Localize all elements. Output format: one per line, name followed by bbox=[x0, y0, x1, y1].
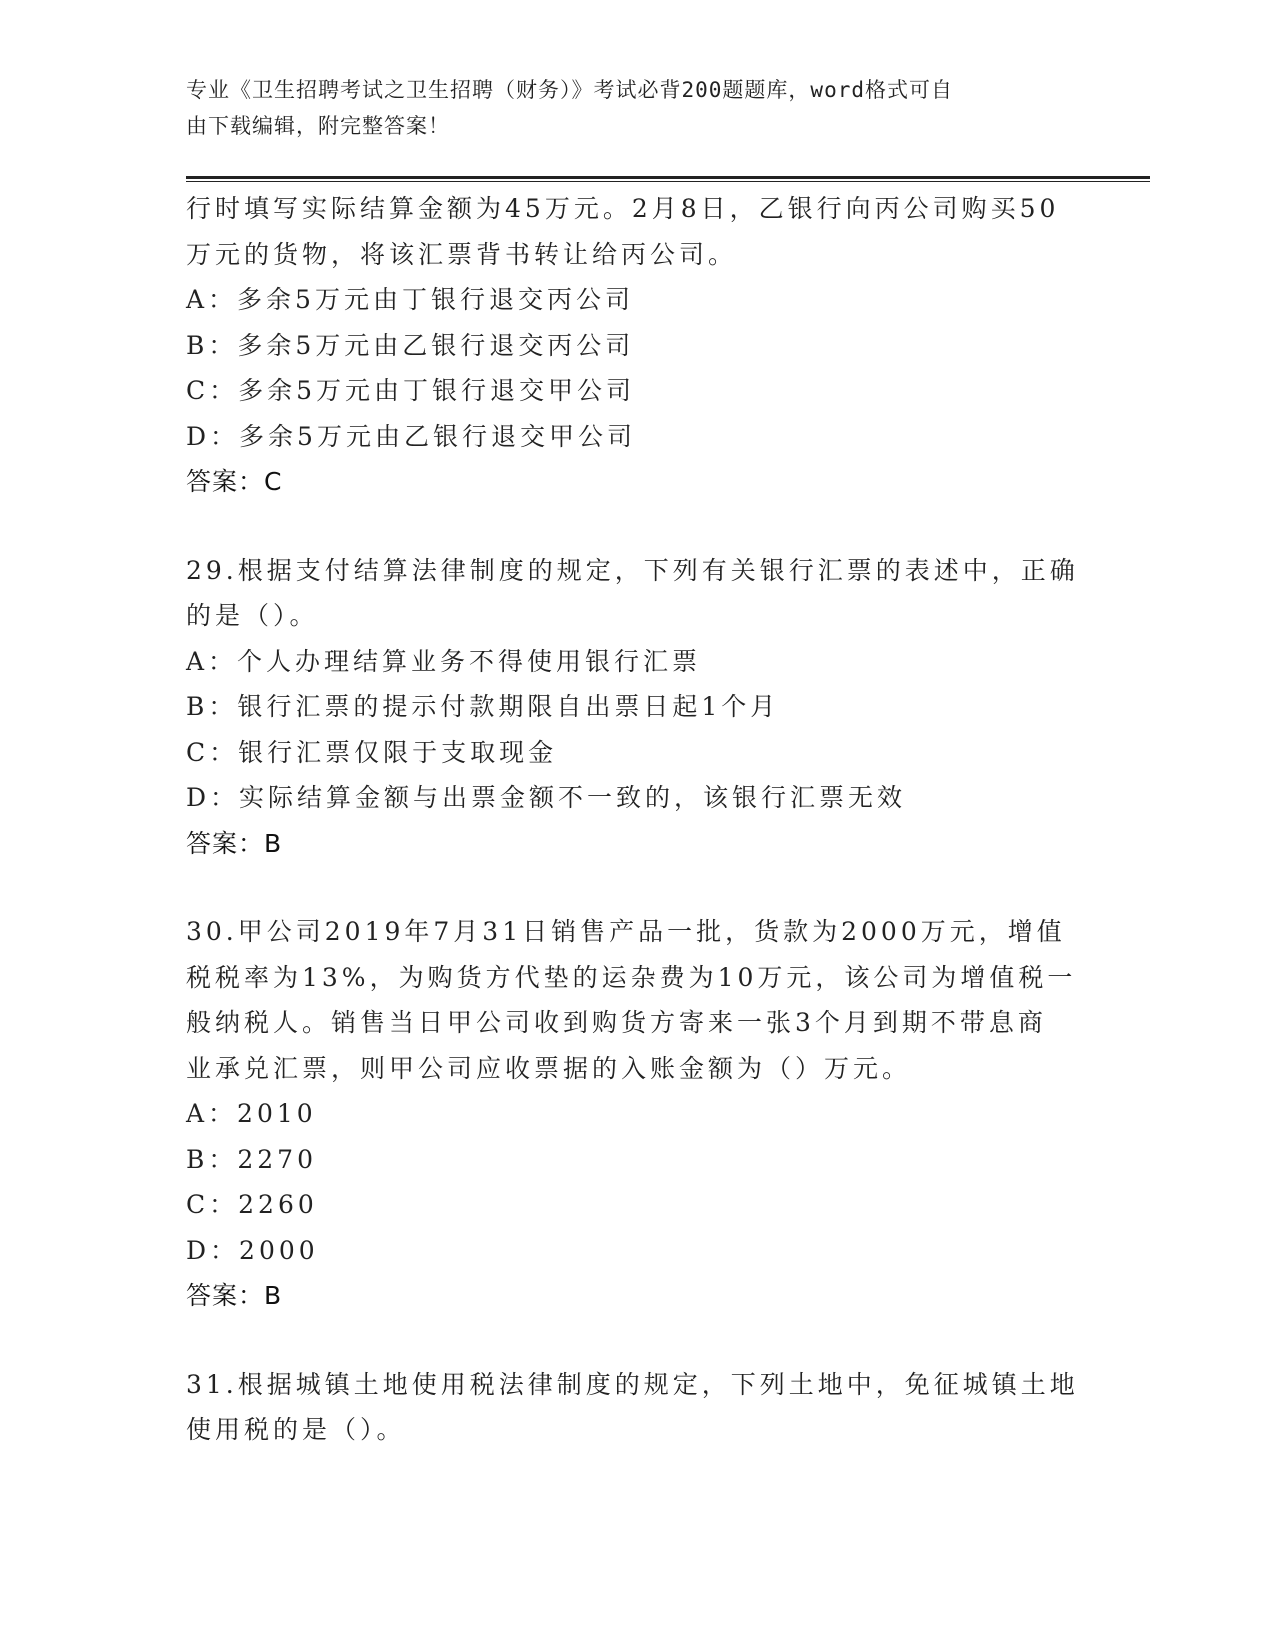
option-d: D：多余5万元由乙银行退交甲公司 bbox=[186, 421, 636, 451]
option-c: C：多余5万元由丁银行退交甲公司 bbox=[186, 376, 636, 405]
question-stem: 的是（）。 bbox=[186, 601, 319, 630]
option-b: B：2270 bbox=[186, 1144, 317, 1174]
page-header bbox=[186, 72, 1066, 144]
option-b: B：银行汇票的提示付款期限自出票日起1个月 bbox=[186, 692, 780, 721]
question-31 bbox=[186, 1362, 1086, 1453]
answer: 答案：B bbox=[186, 1281, 283, 1310]
question-stem: 万元的货物，将该汇票背书转让给丙公司。 bbox=[186, 239, 738, 269]
answer: 答案：B bbox=[186, 828, 283, 858]
question-stem: 30.甲公司2019年7月31日销售产品一批，货款为2000万元，增值 bbox=[186, 917, 1066, 946]
option-d: D：2000 bbox=[186, 1235, 319, 1265]
document-body bbox=[186, 186, 1086, 1453]
answer: 答案：C bbox=[186, 467, 283, 496]
question-stem: 税税率为13%，为购货方代垫的运杂费为10万元，该公司为增值税一 bbox=[186, 962, 1077, 992]
header-divider bbox=[186, 176, 1150, 182]
spacer bbox=[186, 505, 1086, 548]
option-a: A：多余5万元由丁银行退交丙公司 bbox=[186, 285, 634, 314]
question-30 bbox=[186, 909, 1086, 1319]
question-28 bbox=[186, 186, 1086, 505]
option-c: C：银行汇票仅限于支取现金 bbox=[186, 737, 558, 767]
header-line-1: 专业《卫生招聘考试之卫生招聘（财务）》考试必背200题题库，word格式可自 bbox=[186, 78, 953, 102]
option-d: D：实际结算金额与出票金额不一致的，该银行汇票无效 bbox=[186, 783, 907, 812]
spacer bbox=[186, 1319, 1086, 1362]
question-stem: 31.根据城镇土地使用税法律制度的规定，下列土地中，免征城镇土地 bbox=[186, 1369, 1079, 1399]
question-stem: 业承兑汇票，则甲公司应收票据的入账金额为（）万元。 bbox=[186, 1053, 912, 1083]
question-29 bbox=[186, 548, 1086, 867]
option-a: A：2010 bbox=[186, 1099, 317, 1128]
option-a: A：个人办理结算业务不得使用银行汇票 bbox=[186, 646, 702, 676]
question-stem: 行时填写实际结算金额为45万元。2月8日，乙银行向丙公司购买50 bbox=[186, 194, 1060, 223]
option-b: B：多余5万元由乙银行退交丙公司 bbox=[186, 330, 635, 360]
question-stem: 般纳税人。销售当日甲公司收到购货方寄来一张3个月到期不带息商 bbox=[186, 1008, 1047, 1037]
question-stem: 使用税的是（）。 bbox=[186, 1415, 406, 1444]
header-line-2: 由下载编辑，附完整答案！ bbox=[186, 114, 450, 138]
spacer bbox=[186, 866, 1086, 909]
question-stem: 29.根据支付结算法律制度的规定，下列有关银行汇票的表述中，正确 bbox=[186, 555, 1079, 585]
option-c: C：2260 bbox=[186, 1190, 318, 1219]
